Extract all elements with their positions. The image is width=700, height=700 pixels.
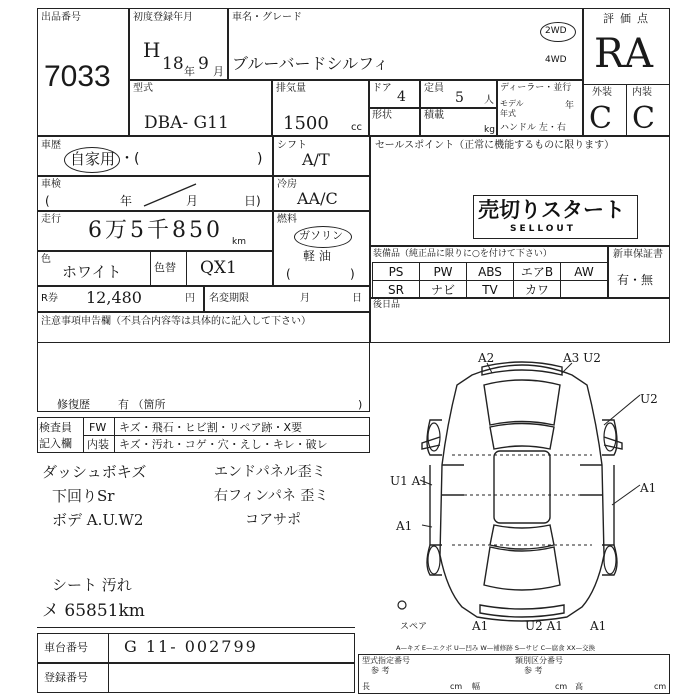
aircon-label: 冷房 (277, 179, 297, 190)
chassis-value: G 11- 002799 (124, 637, 258, 656)
sellout-sub: SELLOUT (510, 224, 576, 234)
equip-navi: ナビ (420, 281, 467, 299)
notes-bottom-rule (37, 627, 355, 628)
inspector-label2: 記入欄 (39, 437, 72, 450)
roof (494, 451, 550, 523)
spare-tire (398, 601, 406, 609)
body-outline (440, 365, 604, 621)
chassis-divider (108, 633, 109, 663)
doors-label: ドア (372, 83, 392, 94)
note-right-2: 右フィンパネ 歪ミ (214, 488, 329, 504)
grade-score: RA (594, 31, 654, 77)
doors-value: 4 (397, 89, 406, 105)
inspection-label: 車検 (41, 179, 61, 190)
equipment-grid (372, 262, 608, 299)
history-extra: ・( (120, 151, 140, 167)
car-label: 車名・グレード (232, 12, 302, 23)
inspector-fw-divider (114, 417, 115, 453)
chassis-label: 車台番号 (44, 641, 88, 654)
registration-divider (108, 663, 109, 693)
repair-label: 修復歴 (57, 398, 90, 411)
load-unit: kg (484, 125, 495, 135)
aircon-value: AA/C (297, 189, 338, 208)
fuel-opt: 軽 油 (303, 249, 331, 263)
load-label: 積載 (424, 110, 444, 121)
mileage-value: 6万5千850 (88, 218, 223, 243)
fuel-paren-r: ) (350, 267, 355, 281)
sellout-main: 売切りスタート (478, 198, 625, 222)
note-left-2: 下回りSr (52, 487, 115, 505)
footer-ref2: 参 考 (524, 666, 543, 675)
first-reg-unit-month: 月 (213, 65, 224, 78)
fuel-label: 燃料 (277, 214, 297, 225)
dealer-handle: ハンドル 左・右 (500, 123, 566, 133)
grade-label: 評価点 (603, 12, 654, 25)
footer-cm-2: cm (555, 682, 568, 691)
dealer-year-unit: 年 (565, 101, 575, 111)
color-divider (150, 251, 151, 286)
mileage-label: 走行 (41, 214, 61, 225)
equip-aw: AW (561, 263, 608, 281)
color-code: QX1 (200, 258, 237, 278)
equip-ps: PS (373, 263, 420, 281)
fuel-paren-l: ( (286, 267, 291, 281)
footer-ref: 参 考 (371, 666, 390, 675)
inspection-day: 日) (244, 194, 261, 208)
hood (484, 380, 560, 425)
model-value: DBA- G11 (144, 113, 229, 133)
grade-int-label: 内装 (632, 87, 652, 98)
right-doors (580, 465, 614, 545)
note-right-3: コアサポ (245, 512, 301, 528)
capacity-value: 5 (455, 90, 464, 106)
left-doors (430, 465, 464, 545)
windshield (490, 424, 554, 450)
repair-value: 有 （箇所 (118, 398, 166, 411)
inspector-fw-label: FW (89, 421, 107, 434)
capacity-unit: 人 (484, 95, 494, 106)
footer-cm-3: cm (654, 682, 667, 691)
dealer-model-year: モデル年式 (500, 99, 524, 118)
mark-a1-left: A1 (396, 519, 413, 533)
retrofit-cell (370, 298, 670, 343)
name-change-label: 名変期限 (209, 293, 249, 304)
inspection-month: 月 (186, 194, 199, 208)
first-reg-unit-year: 年 (184, 65, 195, 78)
mark-u2-right: U2 (640, 392, 658, 406)
equip-tv: TV (467, 281, 514, 299)
damage-legend: A—キズ E—エクボ U—凹み W—補修跡 S—サビ C—腐食 XX—交換 (396, 644, 596, 652)
grade-int-divider (626, 84, 627, 136)
footer-class-label: 類別区分番号 (515, 656, 563, 665)
equip-leather: カワ (514, 281, 561, 299)
equip-empty (561, 281, 608, 299)
notes-label: 注意事項申告欄（不具合内容等は具体的に記入して下さい） (41, 316, 311, 327)
footer-height: 高 (575, 682, 583, 691)
notes-cell (37, 312, 370, 412)
note-left-1: ダッシュボキズ (42, 463, 147, 481)
color-divider-2 (186, 251, 187, 286)
grade-ext-score: C (589, 101, 612, 136)
first-reg-era: H (143, 38, 161, 62)
inspection-paren: ( (45, 194, 50, 208)
recycle-label: R券 (41, 293, 58, 304)
equip-abs: ABS (467, 263, 514, 281)
shape-label: 形状 (372, 110, 392, 121)
drive-2wd: 2WD (545, 26, 567, 36)
color-change-label: 色替 (154, 261, 176, 274)
grade-ext-label: 外装 (592, 87, 612, 98)
model-label: 型式 (133, 83, 153, 94)
lot-number: 7033 (44, 60, 111, 93)
shift-label: シフト (277, 140, 307, 151)
name-change-day: 日 (352, 293, 362, 304)
first-reg-month: 9 (198, 54, 209, 74)
note-right-1: エンドパネル歪ミ (214, 464, 326, 480)
mark-a1-bottom-left: A1 (472, 619, 489, 633)
recycle-unit: 円 (185, 293, 195, 304)
inspection-strike (140, 180, 200, 210)
note-left-3: ボデ A.U.W2 (52, 511, 144, 529)
inspector-label1: 検査員 (39, 421, 72, 434)
history-label: 車歴 (41, 140, 61, 151)
note-left-5: シート 汚れ (52, 576, 132, 594)
car-name: ブルーバードシルフィ (232, 54, 389, 73)
mark-a3-u2: A3 U2 (563, 351, 601, 365)
retrofit-label: 後日品 (373, 300, 401, 310)
mark-a1-bottom-right: A1 (590, 619, 607, 633)
equip-pw: PW (420, 263, 467, 281)
inspector-row-divider (83, 435, 370, 436)
warranty-label: 新車保証書 (613, 249, 663, 260)
footer-cm-1: cm (450, 682, 463, 691)
shift-value: A/T (302, 150, 330, 169)
trunk (484, 547, 560, 590)
equip-airbag: エアB (514, 263, 561, 281)
warranty-value: 有・無 (617, 273, 654, 287)
footer-length: 長 (362, 682, 370, 691)
tire-rl (428, 546, 440, 574)
history-value: 自家用 (70, 150, 116, 168)
dealer-label: ディーラー・並行 (500, 83, 572, 93)
mark-u2-a1-bottom: U2 A1 (525, 619, 563, 633)
recycle-value: 12,480 (86, 288, 142, 307)
color-label: 色 (41, 254, 51, 265)
capacity-label: 定員 (424, 83, 444, 94)
spare-label: スペア (400, 622, 428, 632)
displacement-label: 排気量 (276, 83, 306, 94)
car-diagram (372, 345, 670, 635)
inspector-int-text: キズ・汚れ・コゲ・穴・えし・キレ・破レ (119, 438, 328, 451)
rear-bumper (480, 605, 564, 617)
mark-a1-right: A1 (640, 481, 657, 495)
tire-rr (604, 546, 616, 574)
first-reg-label: 初度登録年月 (133, 12, 193, 23)
sales-label: セールスポイント（正常に機能するものに限ります） (375, 140, 615, 151)
mileage-unit: km (232, 237, 246, 247)
equip-sr: SR (373, 281, 420, 299)
first-reg-year: 18 (162, 54, 184, 74)
left-mirror (422, 437, 440, 449)
inspector-int-label: 内装 (87, 438, 109, 451)
grade-int-score: C (632, 101, 655, 136)
footer-width: 幅 (472, 682, 480, 691)
name-change-month: 月 (300, 293, 310, 304)
registration-label: 登録番号 (44, 671, 88, 684)
displacement-value: 1500 (283, 113, 329, 134)
equipment-label: 装備品（純正品に限りに○を付けて下さい） (373, 249, 552, 259)
repair-close: ) (358, 398, 363, 411)
lot-label: 出品番号 (41, 12, 81, 23)
mark-a2: A2 (478, 351, 495, 365)
inspection-year: 年 (120, 194, 133, 208)
inspector-fw-text: キズ・飛石・ヒビ割・リペア跡・X要 (119, 421, 303, 434)
displacement-unit: cc (351, 122, 362, 133)
fuel-value: ガソリン (299, 229, 343, 242)
footer-spec-label: 型式指定番号 (362, 656, 410, 665)
color-value: ホワイト (62, 263, 122, 281)
note-left-6: メ 65851km (42, 601, 145, 621)
history-close: ) (257, 151, 263, 167)
drive-4wd: 4WD (545, 55, 567, 65)
mark-u1-a1: U1 A1 (390, 474, 428, 488)
right-mirror (604, 437, 622, 449)
